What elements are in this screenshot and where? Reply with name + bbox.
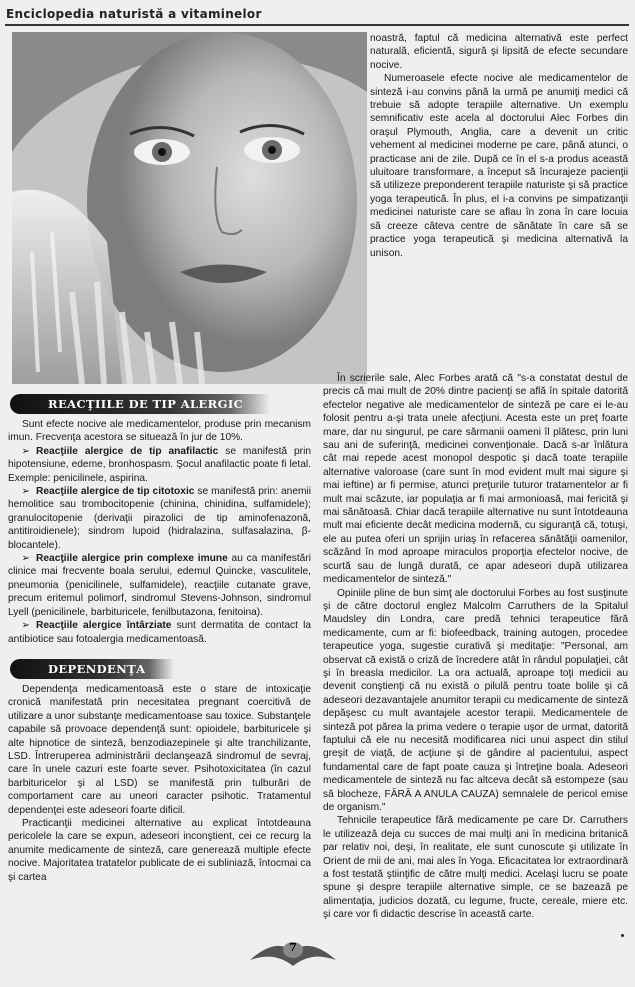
allergic-item-text: se manifestă prin: anemii hemolitice sau trombocitopenie (chinina, chinidina, sulfamidele); granulocitopenie (derivaţii pirazolici de tip aminofenazonă, antitiroidienele); sindrom lupoid (hidralazina, sulfasalazina, β-blocantele). bbox=[8, 486, 312, 551]
page-number: 7 bbox=[289, 941, 297, 954]
allergic-item-text: sunt dermatita de contact la antibiotice sau fotoalergia medicamentoasă. bbox=[8, 620, 311, 645]
section-heading-dependence: DEPENDENŢA bbox=[10, 659, 174, 679]
running-title: Enciclopedia naturistă a vitaminelor bbox=[6, 7, 262, 21]
allergic-item bbox=[8, 485, 311, 552]
arrow-bullet-icon: ➢ bbox=[21, 486, 30, 498]
right-column-bottom bbox=[323, 372, 628, 934]
paragraph: Numeroasele efecte nocive ale medicamentelor de sinteză i-au convins până la urmă pe anumiţi medici că trebuie să adopte terapiile alternative. Un exemplu semnificativ este acela al doctorului Alec Forbes din oraşul Plymouth, Anglia, care a devenit un critic vehement al medicinei moderne pe care, până atunci, o practicase ani de zile. După ce în el s-a produs această uluitoare transformare, a început să încurajeze pacienţii să utilizeze preponderent terapiile naturiste şi să practice yoga terapeutică. În plus, el i-a convins pe simpatizanţii medicinei naturiste care se aflau în zona în care locuia să creeze câteva centre de sănătate în care să se practice yoga terapeutică şi medicina alternativă la unison. bbox=[370, 73, 628, 259]
allergic-item-lead: Reacţiile alergice de tip anafilactic bbox=[36, 445, 219, 457]
dependence-section-body bbox=[8, 683, 311, 933]
allergic-item-text: se manifestă prin hipotensiune, edeme, bronhospasm. Şocul anafilactic poate fi letal. Exemple: penicilinele, aspirina. bbox=[8, 445, 311, 484]
arrow-bullet-icon: ➢ bbox=[21, 620, 30, 632]
right-column-top bbox=[370, 32, 628, 272]
paragraph: În scrierile sale, Alec Forbes arată că "s-a constatat destul de precis că mai mult de 20% dintre pacienţi se află în spitale datorită efectelor negative ale medicamentelor de sinteză pe care ei le-au folosit pentru a-şi trata unele afecţiuni. Acesta este un preţ foarte mare, dar nu singurul, pe care sărmanii oameni îl plătesc, prin luni sau ani de suferinţă, medicinei convenţionale. Dacă s-ar înlătura cât mai repede acest monopol despotic şi dacă toate terapiile alternative valoroase (care sunt în mod evident mult mai sigure şi mai ieftine) ar fi permise, atunci preţurile tuturor tratamentelor ar fi mult mai scăzute, iar populaţia ar fi mai armonioasă, mai fericită şi mai sănătoasă. Chiar dacă terapiile alternative nu sunt întotdeauna mult mai eficiente decât medicina modernă, cu siguranţă că, totuşi, ele au putea oferi un sprijin uriaş în refacerea sănătăţii oamenilor, scăzând în mod aproape miraculos proporţia efectelor nocive, de scurtă sau de lungă durată, ce apar adeseori după utilizarea medicamentelor de sinteză." bbox=[323, 373, 628, 586]
arrow-bullet-icon: ➢ bbox=[21, 445, 30, 457]
allergic-item-lead: Reacţiile alergice întârziate bbox=[36, 620, 172, 632]
allergic-item bbox=[8, 552, 311, 619]
header-rule bbox=[5, 24, 629, 26]
paragraph: Tehnicile terapeutice fără medicamente pe care Dr. Carruthers le utilizează deja cu succes de mai mulţi ani în medicina britanică par relativ noi, deşi, în realitate, ele sunt cunoscute şi utilizate în Orient de mii de ani, mai ales în Yoga. Eficacitatea lor extraordinară a fost testată ştiinţific de către mulţi medici. Acelaşi lucru se poate spune şi despre terapiile alternative simple, ce se bazează pe alimentaţia, judicios dozată, cu legume, fructe, cereale, miere etc. şi care vor fi didactic descrise în această carte. bbox=[323, 815, 628, 921]
paragraph: noastră, faptul că medicina alternativă este perfect naturală, eficientă, sigură şi lipsită de efecte secundare nocive. bbox=[370, 33, 628, 71]
arrow-bullet-icon: ➢ bbox=[21, 553, 30, 565]
allergic-item bbox=[8, 445, 311, 485]
scan-mark bbox=[621, 934, 624, 937]
allergic-item-lead: Reacţiile alergice prin complexe imune bbox=[36, 553, 228, 565]
allergic-item-lead: Reacţiile alergice de tip citotoxic bbox=[36, 486, 195, 498]
allergic-section-body bbox=[8, 418, 311, 646]
paragraph: Opiniile pline de bun simţ ale doctorului Forbes au fost susţinute şi de către doctorul englez Malcolm Carruthers de la Spitalul Maudsley din Londra, care predă tehnici terapeutice fără medicamente, cum ar fi: biofeedback, training autogen, procedee terapeutice yoga, sugestie curativă şi meditaţie: "Personal, am observat că există o criză de încredere atât în rândul populaţiei, cât şi în breasla medicilor. La ora actuală, aproape toţi medicii au devenit conştienţi că nu există o pilulă pentru toate bolile şi că adeseori dezavantajele anumitor terapii cu medicamente de sinteză depăşesc cu mult avantajele acestor terapii. Medicamentele de sinteză pot părea la prima vedere o terapie uşor de urmat, datorită faptului că ele nu necesită modificarea nici unui aspect din stilul greşit de viaţă, de acţiune şi de gândire al pacientului, aspect fundamental care de fapt poate cauza şi întreţine boala. Adeseori medicamentele de sinteză nu fac altceva decât să estompeze (sau să blocheze, FĂRĂ A ANULA CAUZA) semnalele de pericol emise de organism." bbox=[323, 587, 628, 813]
section-heading-allergic: REACŢIILE DE TIP ALERGIC bbox=[10, 394, 270, 414]
allergic-item bbox=[8, 619, 311, 646]
allergic-item-text: au ca manifestări clinice mai frecvente boala serului, edemul Quincke, vasculitele, pneumonia (penicilinele, sulfamidele), reacţiile cutanate grave, precum eritemul polimorf, sindromul Stevens-Johnson, sindromul Lyell (penicilinele, barbituricele, fenilbutazona, fenitoina). bbox=[8, 553, 312, 618]
allergic-intro: Sunt efecte nocive ale medicamentelor, produse prin mecanism imun. Frecvenţa acestora se situează în jur de 10%. bbox=[8, 419, 311, 444]
paragraph: Dependenţa medicamentoasă este o stare de intoxicaţie cronică manifestată prin necesitatea pregnant coercitivă de utilizare a unor substanţe medicamentoase sau toxice. Substanţele capabile să provoace dependenţă sunt: opioidele, barbituricele şi alte hipnotice de sinteză, benzodiazepinele şi alte tranchilizante, LSD. Întreruperea administrării declanşează sindromul de sevraj, care în unele cazuri este foarte sever. Psihotoxicitatea (în cazul barbituricelor şi al LSD) se manifestă prin tulburări de comportament care au uneori caracter psihotic. Tratamentul dependenţei este adeseori foarte dificil. bbox=[8, 684, 311, 816]
paragraph: Practicanţii medicinei alternative au explicat întotdeauna pericolele la care se expun, adeseori inconştient, cei ce recurg la anumite medicamente de sinteză, care generează multiple efecte nocive. Majoritatea tratatelor publicate de ei subliniază, întocmai ca şi cartea bbox=[8, 818, 311, 883]
illustration-face-ice bbox=[12, 32, 367, 384]
